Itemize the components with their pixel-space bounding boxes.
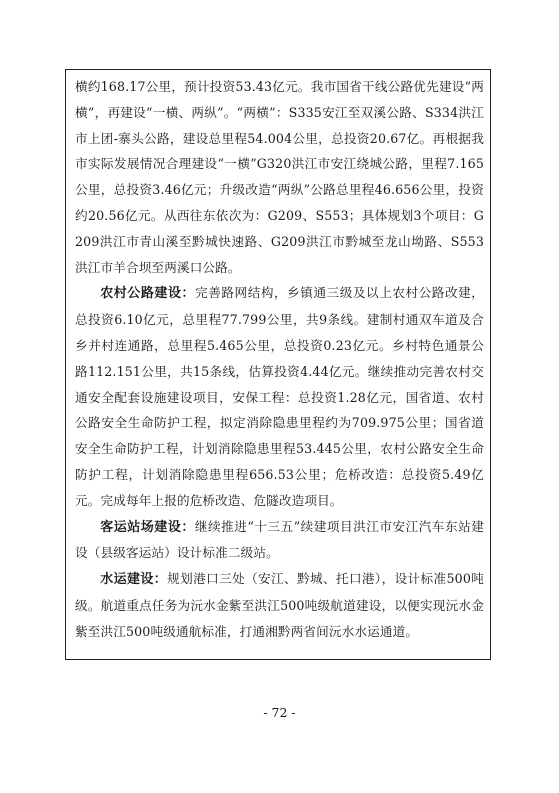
paragraph-text: 规划港口三处（安江、黔城、托口港），设计标准500吨级。航道重点任务为沅水金紫至洪江500吨级航道建设，以便实现沅水金紫至洪江500吨级通航标准，打通湘黔两省间沅水水运通道。 <box>75 571 484 639</box>
paragraph-passenger-stations <box>75 514 484 567</box>
section-lead-passenger-stations: 客运站场建设： <box>100 519 195 535</box>
paragraph-text: 继续推进“十三五”续建项目洪江市安江汽车东站建设（县级客运站）设计标准二级站。 <box>75 518 484 561</box>
paragraph-road-planning <box>75 74 484 280</box>
paragraph-text: 横约168.17公里，预计投资53.43亿元。我市国省干线公路优先建设“两横”，再建设“一横、两纵”。“两横”：S335安江至双溪公路、S334洪江市上团-寨头公路，建设总里程54.004公里，总投资20.67亿。再根据我市实际发展情况合理建设“一横”G320洪江市安江绕城公路，里程7.165公里，总投资3.46亿元；升级改造“两纵”公路总里程46.656公里，投资约20.56亿元。从西往东依次为：G209、S553；具体规划3个项目：G209洪江市青山溪至黔城快速路、G209洪江市黔城至龙山坳路、S553洪江市羊合坝至两溪口公路。 <box>75 79 484 275</box>
section-lead-waterway: 水运建设： <box>100 572 168 588</box>
page-number: - 72 - <box>263 705 296 720</box>
section-lead-rural-roads: 农村公路建设： <box>100 286 196 302</box>
paragraph-rural-roads <box>75 280 484 513</box>
paragraph-text: 完善路网结构，乡镇通三级及以上农村公路改建，总投资6.10亿元，总里程77.799公里，共9条线。建制村通双车道及合乡并村连通路，总里程5.465公里，总投资0.23亿元。乡村特色通景公路112.151公里，共15条线，估算投资4.44亿元。继续推动完善农村交通安全配套设施建设项目，安保工程：总投资1.28亿元，国省道、农村公路安全生命防护工程，拟定消除隐患里程约为709.975公里；国省道安全生命防护工程，计划消除隐患里程53.445公里，农村公路安全生命防护工程，计划消除隐患里程656.53公里；危桥改造：总投资5.49亿元。完成每年上报的危桥改造、危隧改造项目。 <box>75 285 484 508</box>
paragraph-waterway <box>75 566 484 644</box>
bordered-text-box <box>65 69 491 660</box>
